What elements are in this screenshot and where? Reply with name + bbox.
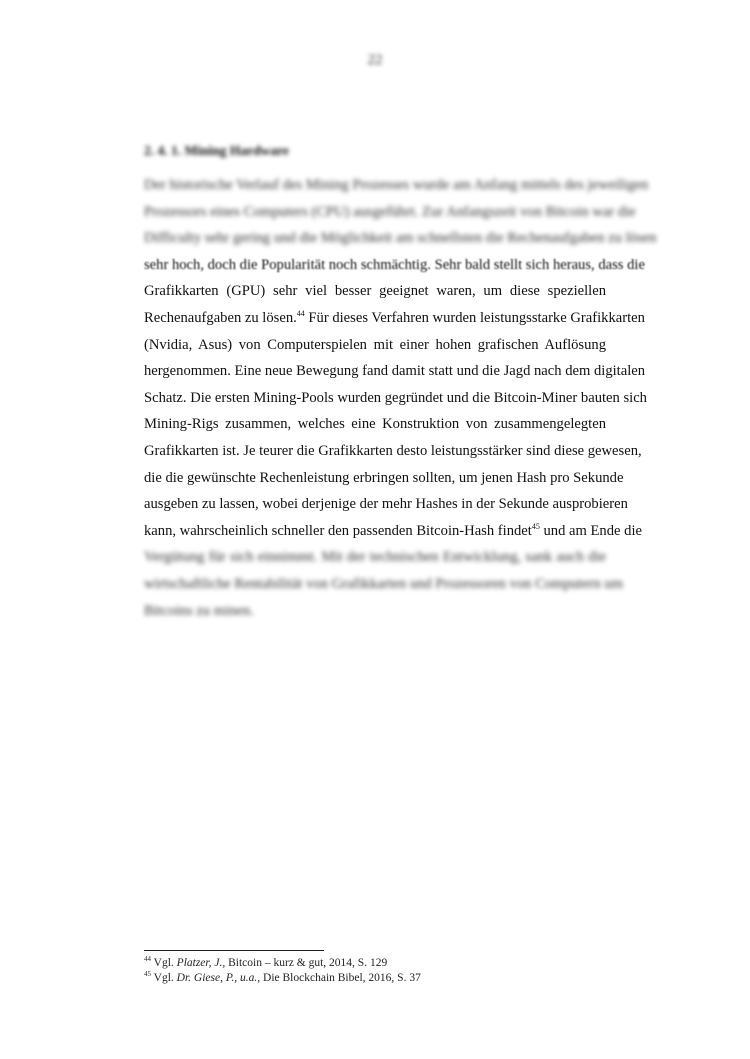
body-line: wirtschaftliche Rentabilität von Grafikkarten und Prozessoren von Computern um xyxy=(144,575,624,592)
body-line xyxy=(144,305,645,332)
body-line-text: Rechenaufgaben zu lösen. xyxy=(144,309,297,326)
footnote-ref: 45 xyxy=(531,521,540,531)
section-heading: 2. 4. 1. Mining Hardware xyxy=(144,143,289,158)
body-line-text: kann, wahrscheinlich schneller den passenden Bitcoin-Hash findet xyxy=(144,522,532,539)
footnote-ref: 44 xyxy=(296,309,305,319)
body-line: ausgeben zu lassen, wobei derjenige der mehr Hashes in der Sekunde ausprobieren xyxy=(144,496,628,513)
body-line: Bitcoins zu minen. xyxy=(144,602,254,619)
footnote xyxy=(144,971,421,986)
body-line: (Nvidia, Asus) von Computerspielen mit einer hohen grafischen Auflösung xyxy=(144,336,606,353)
body-line: hergenommen. Eine neue Bewegung fand damit statt und die Jagd nach dem digitalen xyxy=(144,363,646,380)
footnote-prefix: Vgl. xyxy=(153,957,177,969)
footnotes xyxy=(144,956,421,986)
page-number: 22 xyxy=(367,52,383,68)
footnote-author: Platzer, J., xyxy=(176,957,226,969)
footnote-number: 45 xyxy=(144,970,151,979)
body-line: Grafikkarten (GPU) sehr viel besser geeignet waren, um diese speziellen xyxy=(144,283,606,300)
body-line-text: und am Ende die xyxy=(539,522,642,539)
footnote-number: 44 xyxy=(144,955,151,964)
body-line: Schatz. Die ersten Mining-Pools wurden gegründet und die Bitcoin-Miner bauten sich xyxy=(144,389,647,406)
body-line xyxy=(144,518,642,545)
footnote xyxy=(144,956,421,971)
body-line: Vergütung für sich einnimmt. Mit der technischen Entwicklung, sank auch die xyxy=(144,549,606,566)
footnote-author: Dr. Giese, P., u.a., xyxy=(176,972,261,984)
body-text xyxy=(144,172,657,624)
body-line-text: Für dieses Verfahren wurden leistungsstarke Grafikkarten xyxy=(304,309,645,326)
footnote-prefix: Vgl. xyxy=(153,972,177,984)
footnote-source: Bitcoin – kurz & gut, 2014, S. 129 xyxy=(225,957,388,969)
body-line: sehr hoch, doch die Popularität noch schmächtig. Sehr bald stellt sich heraus, dass die xyxy=(144,256,645,273)
footnote-source: Die Blockchain Bibel, 2016, S. 37 xyxy=(260,972,421,984)
body-line: Grafikkarten ist. Je teurer die Grafikkarten desto leistungsstärker sind diese gewesen, xyxy=(144,442,642,459)
body-line: Prozessors eines Computers (CPU) ausgeführt. Zur Anfangszeit von Bitcoin war die xyxy=(144,203,636,220)
body-line: Mining-Rigs zusammen, welches eine Konstruktion von zusammengelegten xyxy=(144,416,606,433)
body-line: die die gewünschte Rechenleistung erbringen sollten, um jenen Hash pro Sekunde xyxy=(144,469,624,486)
body-line: Der historische Verlauf des Mining Prozesses wurde am Anfang mittels des jeweiligen xyxy=(144,177,649,193)
body-line: Difficulty sehr gering und die Möglichkeit am schnellsten die Rechenaufgaben zu lösen xyxy=(144,230,657,247)
footnote-divider xyxy=(144,950,324,951)
